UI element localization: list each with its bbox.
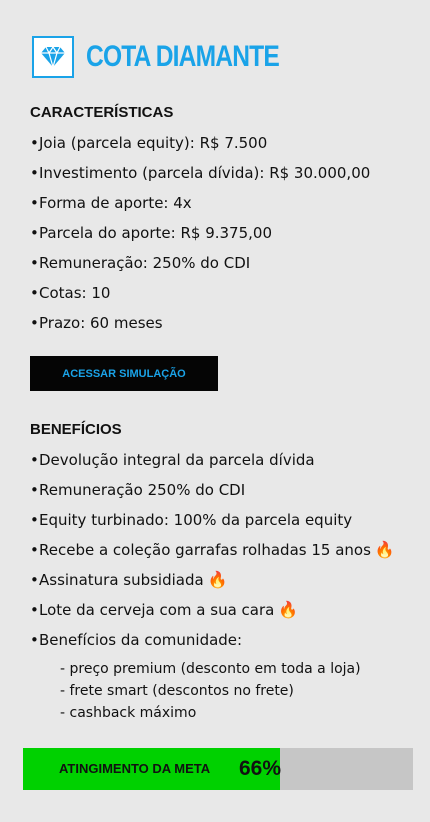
caracteristicas-list [30,128,370,338]
caracteristica-text: Parcela do aporte: R$ 9.375,00 [39,224,272,242]
beneficio-item [30,535,395,565]
beneficio-text: Remuneração 250% do CDI [39,481,246,499]
caracteristica-text: Forma de aporte: 4x [39,194,192,212]
caracteristica-item [30,308,370,338]
bullet: • [30,541,39,559]
beneficio-item [30,505,395,535]
beneficio-item [30,625,395,655]
caracteristica-item [30,218,370,248]
bullet: • [30,224,39,242]
beneficio-item [30,475,395,505]
beneficio-text: Recebe a coleção garrafas rolhadas 15 anos [39,541,371,559]
bullet: • [30,511,39,529]
caracteristica-text: Prazo: 60 meses [39,314,163,332]
caracteristica-text: Cotas: 10 [39,284,111,302]
bullet: • [30,481,39,499]
comunidade-item: - frete smart (descontos no frete) [60,683,294,699]
page-title: COTA DIAMANTE [86,40,279,73]
fire-icon: 🔥 [278,600,299,619]
bullet: • [30,571,39,589]
beneficio-text: Lote da cerveja com a sua cara [39,601,275,619]
caracteristica-text: Remuneração: 250% do CDI [39,254,251,272]
beneficio-item [30,595,395,625]
bullet: • [30,631,39,649]
bullet: • [30,194,39,212]
meta-progress-value: 66% [239,757,282,780]
beneficio-text: Equity turbinado: 100% da parcela equity [39,511,353,529]
bullet: • [30,164,39,182]
beneficios-heading: BENEFÍCIOS [30,421,122,438]
bullet: • [30,134,39,152]
caracteristica-item [30,158,370,188]
meta-progress-bar [23,748,413,790]
bullet: • [30,284,39,302]
caracteristicas-heading: CARACTERÍSTICAS [30,104,174,121]
diamond-logo [32,36,74,78]
caracteristica-item [30,248,370,278]
fire-icon: 🔥 [374,540,395,559]
beneficio-text: Benefícios da comunidade: [39,631,243,649]
bullet: • [30,314,39,332]
beneficio-item [30,565,395,595]
comunidade-item: - cashback máximo [60,705,197,721]
caracteristica-text: Investimento (parcela dívida): R$ 30.000,00 [39,164,371,182]
bullet: • [30,601,39,619]
caracteristica-text: Joia (parcela equity): R$ 7.500 [39,134,268,152]
caracteristica-item [30,188,370,218]
fire-icon: 🔥 [207,570,228,589]
bullet: • [30,451,39,469]
beneficios-list [30,445,395,655]
beneficio-text: Devolução integral da parcela dívida [39,451,315,469]
meta-progress-label: ATINGIMENTO DA META [59,761,211,776]
bullet: • [30,254,39,272]
caracteristica-item [30,128,370,158]
beneficio-text: Assinatura subsidiada [39,571,204,589]
beneficios-comunidade-list [60,658,361,724]
diamond-icon [40,46,66,68]
acessar-simulacao-button[interactable]: ACESSAR SIMULAÇÃO [30,356,218,391]
comunidade-item: - preço premium (desconto em toda a loja) [60,661,361,677]
header [32,36,321,78]
beneficio-item [30,445,395,475]
caracteristica-item [30,278,370,308]
